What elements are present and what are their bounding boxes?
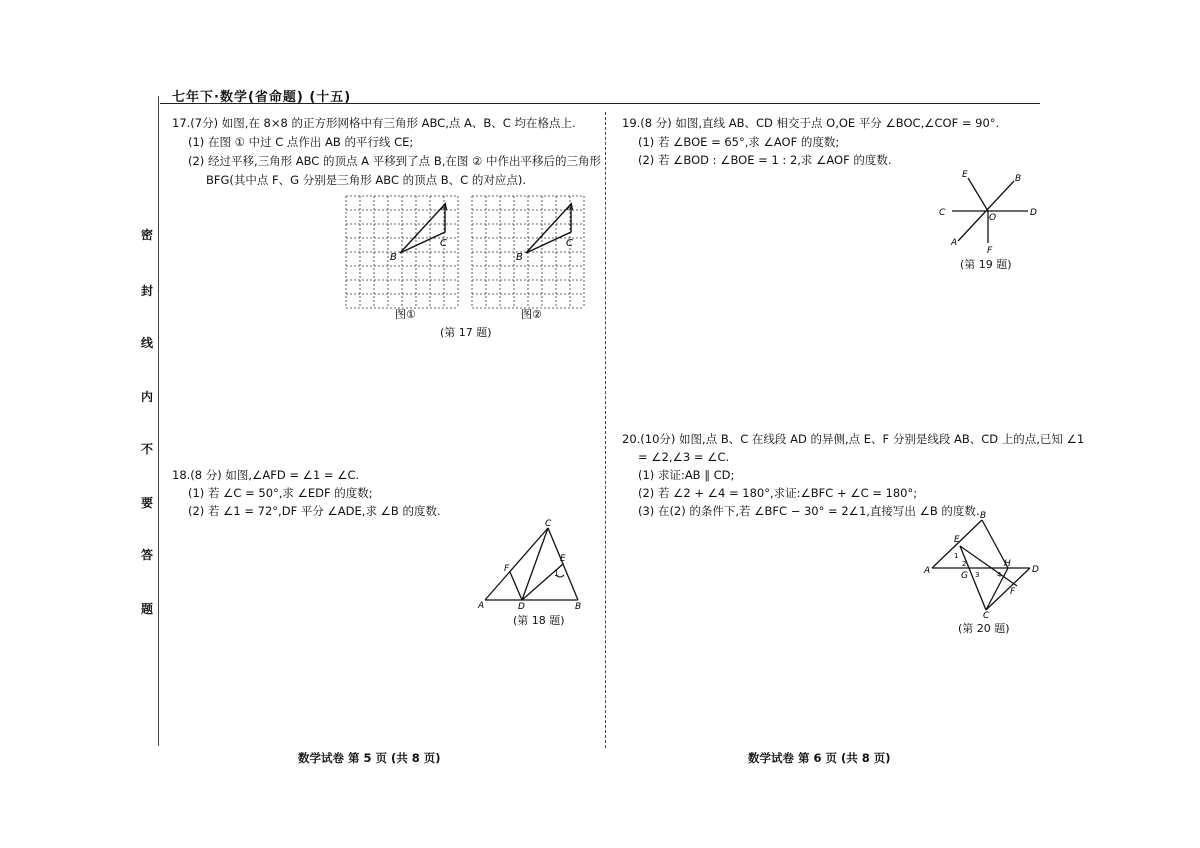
q17-f2-label-a: A <box>567 202 574 213</box>
q20-label-angle2: 2 <box>962 560 967 568</box>
q20-label-b: B <box>980 511 987 521</box>
q18-label-f: F <box>504 564 510 574</box>
seal-char: 不 <box>140 442 153 456</box>
q18-caption: (第 18 题) <box>513 614 565 627</box>
q20-part3: (3) 在(2) 的条件下,若 ∠BFC − 30° = 2∠1,直接写出 ∠B 的度数. <box>638 504 980 518</box>
binding-line <box>158 96 159 746</box>
q18-label-angle1: 1 <box>554 569 560 578</box>
q17-triangle-2 <box>526 204 571 253</box>
page-divider <box>605 112 606 748</box>
footer-left: 数学试卷 第 5 页 (共 8 页) <box>298 751 441 765</box>
q17-f2-label-c: C <box>566 238 573 249</box>
q20-figure <box>920 510 1045 620</box>
q20-label-f: F <box>1010 587 1016 597</box>
q18-label-b: B <box>575 602 582 612</box>
q20-label-e: E <box>954 535 960 545</box>
q20-stem: 20.(10分) 如图,点 B、C 在线段 AD 的异侧,点 E、F 分别是线段 AB、CD 上的点,已知 ∠1 <box>622 432 1085 446</box>
q18-figure <box>470 515 590 615</box>
q19-part2: (2) 若 ∠BOD : ∠BOE = 1 : 2,求 ∠AOF 的度数. <box>638 153 892 167</box>
q20-part2: (2) 若 ∠2 + ∠4 = 180°,求证:∠BFC + ∠C = 180°; <box>638 486 918 500</box>
q17-part2-cont: BFG(其中点 F、G 分别是三角形 ABC 的顶点 B、C 的对应点). <box>206 173 527 187</box>
q20-label-d: D <box>1032 565 1039 575</box>
q17-f1-label-c: C <box>440 238 447 249</box>
q19-label-d: D <box>1030 208 1037 218</box>
q17-part1: (1) 在图 ① 中过 C 点作出 AB 的平行线 CE; <box>188 135 414 149</box>
q17-fig1-label: 图① <box>395 308 416 321</box>
q18-part1: (1) 若 ∠C = 50°,求 ∠EDF 的度数; <box>188 486 373 500</box>
q19-caption: (第 19 题) <box>960 258 1012 271</box>
q17-f1-label-a: A <box>441 202 448 213</box>
q17-part2: (2) 经过平移,三角形 ABC 的顶点 A 平移到了点 B,在图 ② 中作出平移后的三角形 <box>188 154 601 168</box>
q20-label-angle4: 4 <box>997 571 1002 579</box>
q18-part2: (2) 若 ∠1 = 72°,DF 平分 ∠ADE,求 ∠B 的度数. <box>188 504 441 518</box>
header-rule <box>160 103 1040 104</box>
q20-label-angle3: 3 <box>975 571 980 579</box>
q17-f1-label-b: B <box>390 252 397 263</box>
q20-label-g: G <box>961 571 968 581</box>
q19-stem: 19.(8 分) 如图,直线 AB、CD 相交于点 O,OE 平分 ∠BOC,∠COF = 90°. <box>622 116 1000 130</box>
q18-label-d: D <box>518 602 525 612</box>
q20-label-h: H <box>1004 559 1011 569</box>
q20-stem-cont: = ∠2,∠3 = ∠C. <box>638 450 730 464</box>
q19-part1: (1) 若 ∠BOE = 65°,求 ∠AOF 的度数; <box>638 135 840 149</box>
q17-caption: (第 17 题) <box>440 326 492 339</box>
q19-label-a: A <box>951 238 958 248</box>
q20-label-a: A <box>924 566 931 576</box>
q18-label-e: E <box>560 554 566 564</box>
q19-figure <box>930 165 1040 255</box>
q17-fig2-label: 图② <box>521 308 542 321</box>
q19-label-b: B <box>1015 174 1022 184</box>
q18-label-a: A <box>478 601 485 611</box>
q19-label-o: O <box>989 213 997 223</box>
q17-f2-label-b: B <box>516 252 523 263</box>
seal-char: 密 <box>140 228 153 242</box>
seal-char: 线 <box>140 336 153 350</box>
q20-label-angle1: 1 <box>954 552 959 560</box>
q19-label-c: C <box>939 208 946 218</box>
q17-triangle-1 <box>400 204 445 253</box>
q17-stem: 17.(7分) 如图,在 8×8 的正方形网格中有三角形 ABC,点 A、B、C 均在格点上. <box>172 116 576 130</box>
q20-label-c: C <box>983 611 990 620</box>
seal-char: 答 <box>140 548 153 562</box>
seal-char: 封 <box>140 284 153 298</box>
q18-label-c: C <box>545 519 552 529</box>
seal-char: 要 <box>140 496 153 510</box>
header-title: 七年下·数学(省命题) (十五) <box>172 90 352 105</box>
q19-label-f: F <box>987 246 993 255</box>
q20-part1: (1) 求证:AB ∥ CD; <box>638 468 735 482</box>
q20-caption: (第 20 题) <box>958 622 1010 635</box>
seal-char: 内 <box>140 390 153 404</box>
q18-stem: 18.(8 分) 如图,∠AFD = ∠1 = ∠C. <box>172 468 360 482</box>
q19-label-e: E <box>962 170 968 180</box>
seal-char: 题 <box>140 602 153 616</box>
footer-right: 数学试卷 第 6 页 (共 8 页) <box>748 751 891 765</box>
